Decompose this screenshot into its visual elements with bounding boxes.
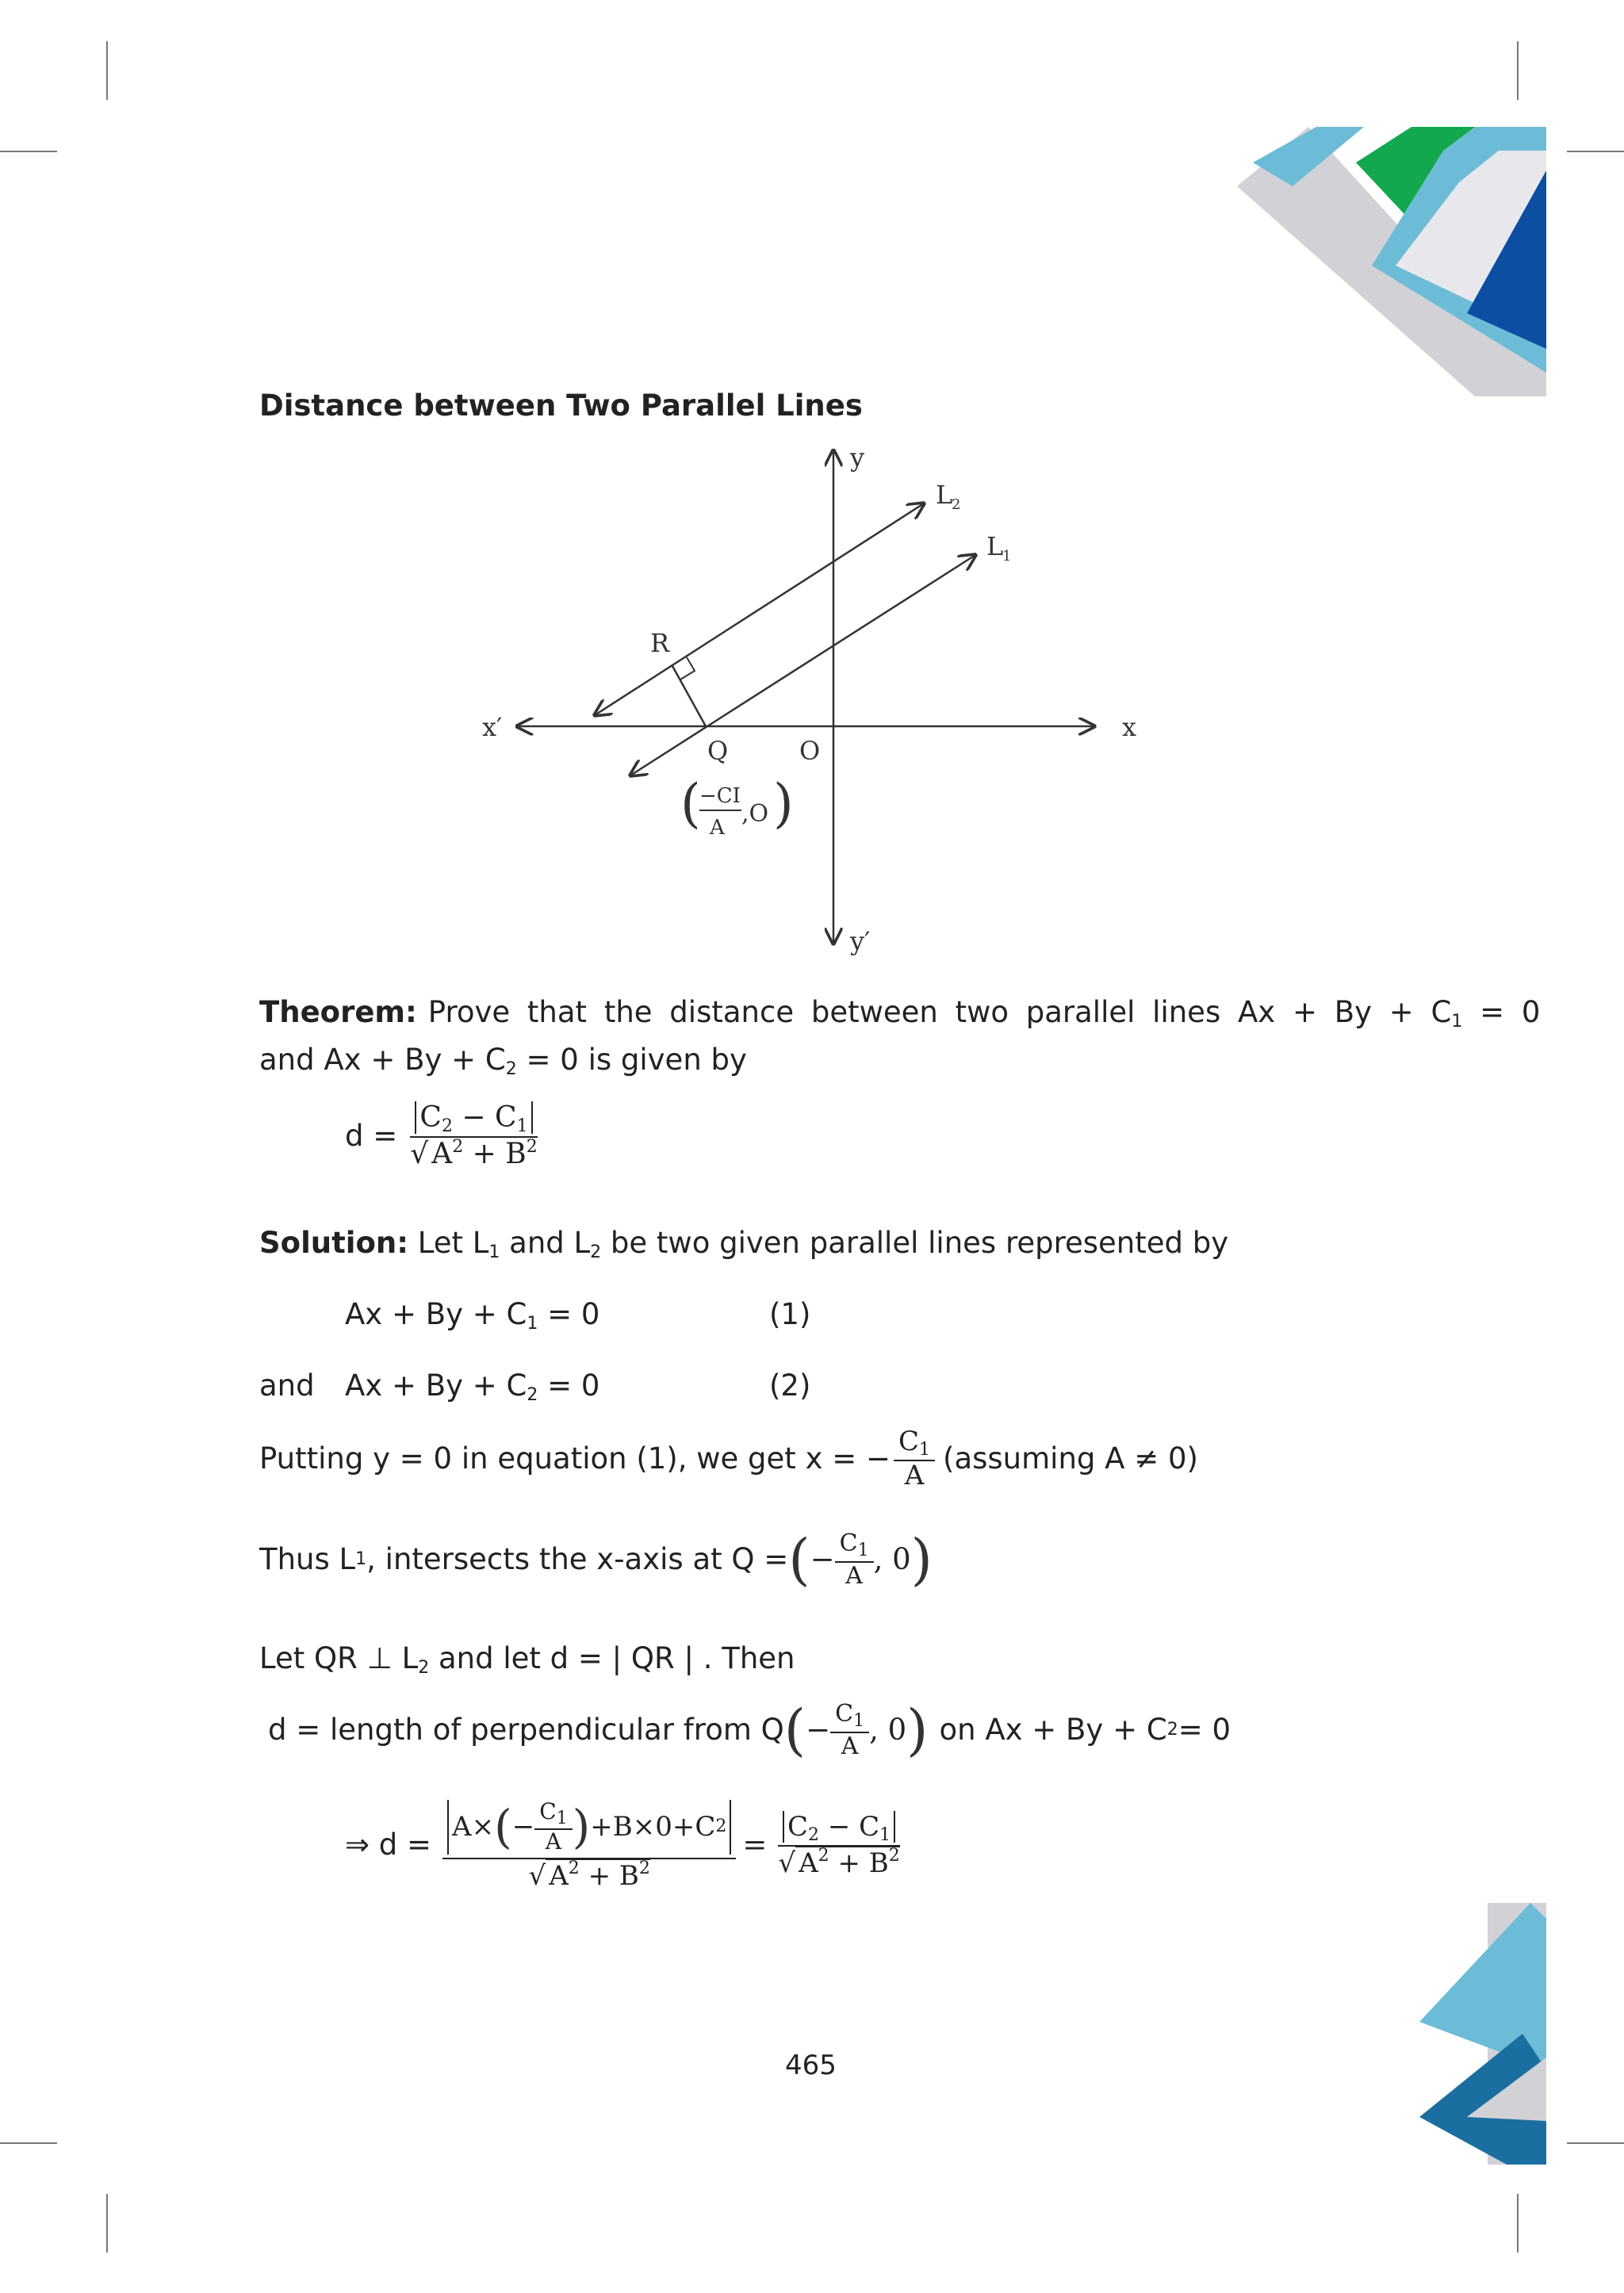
theorem-formula: d = $\frac{C_2 - C_1}{√ A^2 + B^2}$ [345,1101,538,1171]
line-l2 [595,503,924,715]
q-coord-denominator: A [710,816,725,840]
and-word: and [259,1369,315,1403]
parallel-lines-figure [468,444,1166,967]
label-l2: L [936,480,953,510]
perpendicular-line: d = length of perpendicular from Q ( − $\frac{C_1}{A}$ , 0 ) on Ax + By + C 2 = 0 [268,1698,1231,1763]
right-angle-mark [680,657,695,679]
label-origin: O [799,736,821,766]
crop-mark [0,151,57,152]
let-qr-line: Let QR ⊥ $L_2$ and let d = | QR | . Then [259,1641,795,1678]
equation-2: $Ax + By + C_2 = 0$ [345,1369,600,1405]
section-heading: Distance between Two Parallel Lines [259,389,863,423]
svg-text:): ) [773,773,794,834]
final-formula: ⇒ d = A× ( − $\frac{C_1}{A}$ ) +B×0+C 2 √ $A^2 + B^2$ = $\frac{C_2 - C_1}{√ A^2 + B^2}$ [345,1798,900,1892]
crop-mark [1567,2142,1624,2144]
crop-mark [106,41,108,100]
q-coord-numerator: −CI [699,784,741,808]
label-q: Q [707,736,729,766]
decorative-corner-top [1237,119,1546,396]
label-y-neg: y′ [850,926,871,956]
crop-mark [1567,151,1624,152]
q-coord-rest: ,O [741,800,769,828]
crop-mark [0,2142,57,2144]
equation-1-number: (1) [769,1297,811,1331]
crop-mark [106,2194,108,2253]
label-x-neg: x′ [482,712,503,742]
theorem-line-1 [259,995,1541,1032]
theorem-text-1: Prove that the distance between two parallel lines $Ax + By + C_1 = 0$ [427,995,1541,1032]
crop-mark [1517,2194,1519,2253]
equation-2-number: (2) [769,1369,811,1403]
label-l1: L [986,531,1004,561]
theorem-label: Theorem: [259,995,417,1029]
thus-line: Thus L 1 , intersects the x-axis at Q = ( − $\frac{C_1}{A}$ , 0 ) [259,1527,933,1592]
solution-label: Solution: [259,1226,409,1260]
theorem-line-2: and $Ax + By + C_2 = 0$ is given by [259,1043,747,1079]
label-l1-sub: 1 [1002,548,1012,565]
solution-intro: Solution: Let $L_1$ and $L_2$ be two given parallel lines represented by [259,1226,1229,1262]
svg-text:(: ( [680,773,701,834]
crop-mark [1517,41,1519,100]
label-l2-sub: 2 [952,496,961,513]
decorative-corner-bottom [1419,1903,1546,2165]
putting-line: Putting y = 0 in equation (1), we get x = − $\frac{C_1}{A}$ (assuming A ≠ 0) [259,1426,1198,1492]
label-r: R [650,628,670,658]
label-x: x [1122,712,1137,742]
page-number: 465 [785,2050,837,2081]
label-y: y [850,444,865,473]
equation-1: $Ax + By + C_1 = 0$ [345,1297,600,1334]
